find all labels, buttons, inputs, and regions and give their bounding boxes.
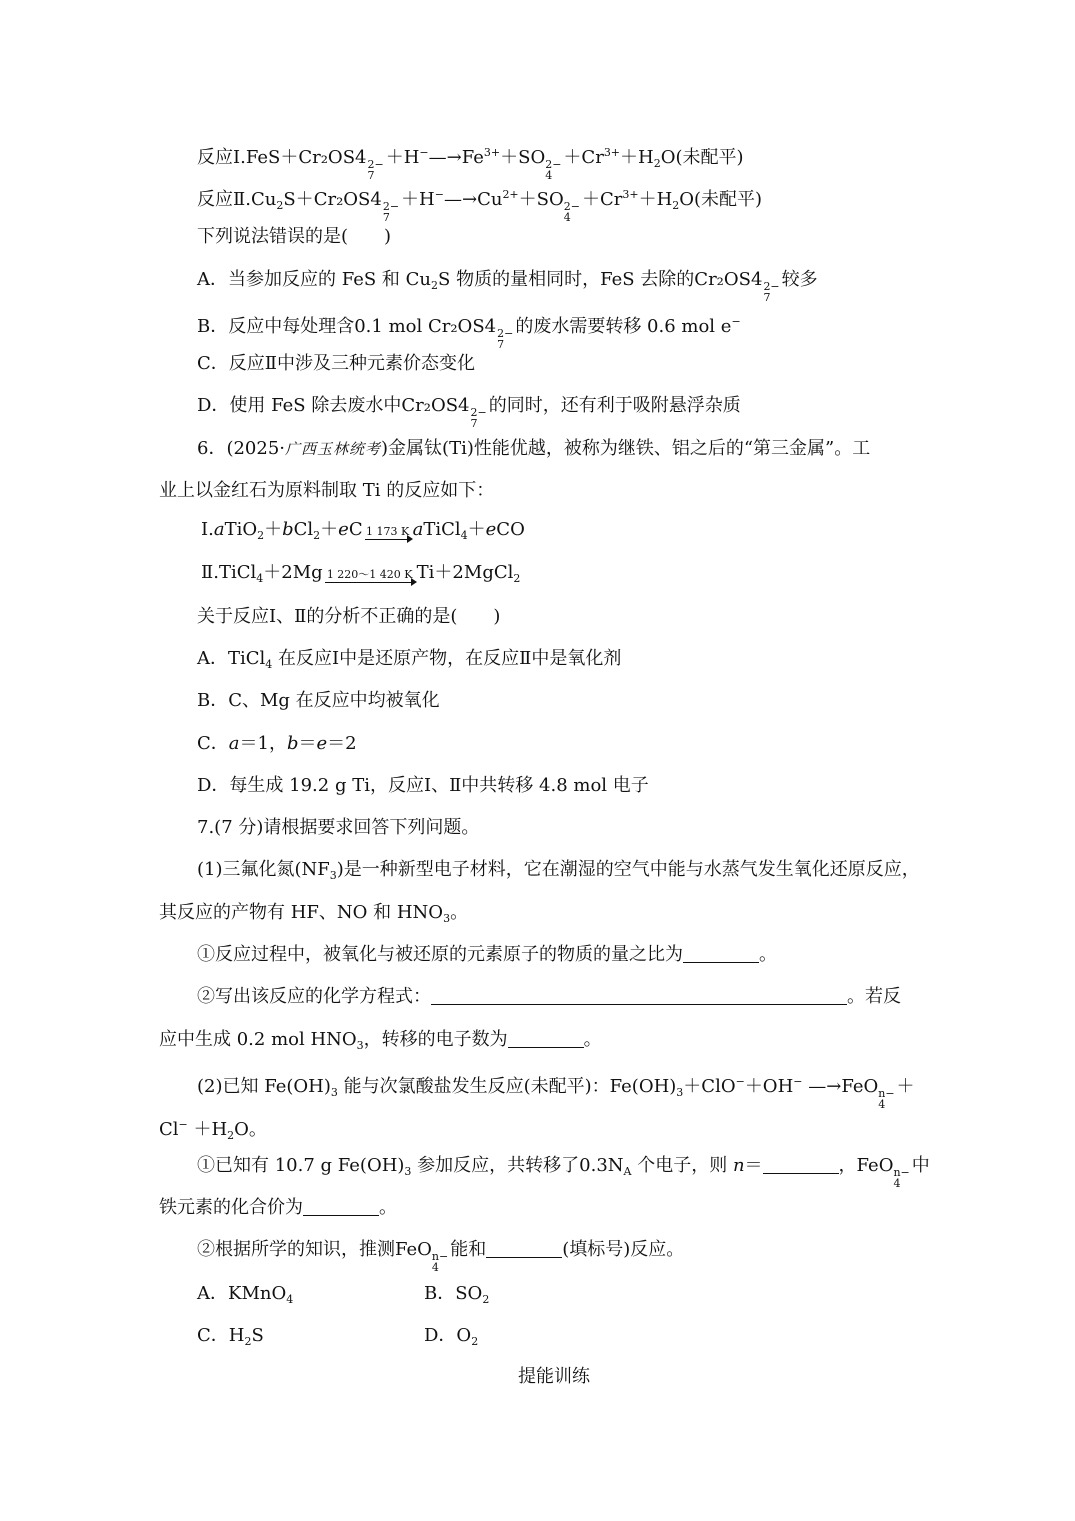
- answer-blank[interactable]: [303, 1197, 379, 1216]
- charge: 3+: [622, 188, 639, 201]
- question-text: ②根据所学的知识，推测: [197, 1239, 395, 1260]
- charge: 3+: [603, 146, 621, 159]
- plus-sign: ＋: [320, 519, 339, 540]
- formula-text: O。: [234, 1119, 267, 1140]
- formula-text: TiCl: [218, 562, 257, 583]
- formula-text: ＋H: [620, 147, 654, 168]
- option-text: B．反应中每处理含0.1 mol: [197, 316, 428, 337]
- option-text: C．: [197, 733, 229, 754]
- subscript: 2: [482, 1293, 490, 1306]
- dichromate-ion: [428, 315, 513, 350]
- option-text: 的同时，还有利于吸附悬浮杂质: [488, 395, 741, 416]
- ion-subscript: 4: [545, 169, 553, 182]
- equation-blank[interactable]: [431, 986, 847, 1005]
- subscript: 3: [356, 1039, 364, 1052]
- option-text: 的废水需要转移 0.6 mol e: [515, 316, 732, 337]
- answer-blank[interactable]: [763, 1155, 839, 1174]
- question-text: 中: [911, 1155, 930, 1176]
- charge: −: [419, 146, 429, 159]
- question-text: (2)已知 Fe(OH): [197, 1076, 331, 1097]
- subscript: 2: [227, 1129, 235, 1142]
- formula-text: FeO: [395, 1239, 432, 1260]
- reaction-condition: 1 173 K: [366, 525, 410, 538]
- charge: −: [178, 1118, 188, 1131]
- ion-charge: 2−: [763, 280, 780, 293]
- q7-part2-q1-line2: [159, 1196, 397, 1220]
- formula-text: TiO: [224, 519, 258, 540]
- option-text: A．TiCl: [197, 648, 266, 669]
- subscript: 2: [313, 529, 321, 542]
- option-text: D．使用 FeS 除去废水中: [197, 395, 402, 416]
- option-text: A．KMnO: [197, 1283, 287, 1304]
- subscript: 2: [672, 199, 680, 212]
- q6-option-c[interactable]: [197, 732, 357, 756]
- question-text: ＝: [744, 1155, 763, 1176]
- formula-text: ＋Cr: [563, 147, 604, 168]
- question-text: 铁元素的化合价为: [159, 1197, 303, 1218]
- q6-heading-line2: 业上以金红石为原料制取 Ti 的反应如下：: [159, 480, 495, 501]
- formula-text: ＋H: [187, 1119, 228, 1140]
- reaction-arrow: —→: [802, 1076, 842, 1097]
- formula-text: FeO: [841, 1076, 879, 1097]
- formula-text: Fe: [461, 147, 484, 168]
- answer-blank[interactable]: [683, 944, 759, 963]
- question-text: ，: [838, 1155, 857, 1176]
- ion-subscript: 7: [367, 169, 375, 182]
- subscript: 2: [244, 1335, 252, 1348]
- q7-part2-q1: [197, 1154, 930, 1189]
- subscript: 2: [276, 199, 284, 212]
- q6-heading: [197, 437, 870, 461]
- subscript: 3: [330, 1086, 338, 1099]
- subscript: A: [623, 1165, 632, 1178]
- variable: a: [228, 733, 240, 754]
- ion-charge: 2−: [497, 327, 514, 340]
- ion-subscript: 7: [382, 211, 390, 224]
- q7-option-a[interactable]: [197, 1282, 293, 1312]
- question-text: 。: [583, 1029, 602, 1050]
- reaction-label: Ⅰ.: [201, 519, 214, 540]
- subscript: 2: [653, 157, 661, 170]
- ion-subscript: 4: [878, 1098, 886, 1111]
- variable: e: [316, 733, 328, 754]
- formula-text: FeS＋: [245, 147, 299, 168]
- ion-charge: n−: [431, 1250, 449, 1263]
- reaction-label: Ⅱ.: [201, 562, 219, 583]
- q7-part1-q1: [197, 943, 777, 967]
- charge: −: [735, 1075, 745, 1088]
- question-text: )金属钛(Ti)性能优越，被称为继铁、铝之后的“第三金属”。工: [381, 438, 871, 459]
- question-text: 应中生成 0.2 mol HNO: [159, 1029, 357, 1050]
- option-text: C．H: [197, 1325, 245, 1346]
- q7-part2-line2: [159, 1113, 267, 1148]
- question-text: 。: [379, 1197, 397, 1218]
- q7-option-d[interactable]: [424, 1324, 478, 1354]
- arrow-shaft: [325, 582, 415, 583]
- option-text: ＝: [298, 733, 317, 754]
- formula-text: Ti＋2MgCl: [416, 562, 514, 583]
- subscript: 3: [404, 1165, 412, 1178]
- formula-text: ＋SO: [518, 189, 564, 210]
- formula-text: Cu: [477, 189, 503, 210]
- section-footer: 提能训练: [518, 1366, 590, 1387]
- ion-subscript: 7: [763, 291, 771, 304]
- q7-part2-q2: [197, 1238, 684, 1273]
- reaction-label: 反应Ⅰ.: [197, 147, 246, 168]
- question-text: (1)三氟化氮(NF: [197, 859, 330, 880]
- charge: 3+: [483, 146, 501, 159]
- formula-text: Cu: [250, 189, 277, 210]
- question-text: )是一种新型电子材料，它在潮湿的空气中能与水蒸气发生氧化还原反应，: [336, 859, 920, 880]
- formula-text: ＋SO: [500, 147, 546, 168]
- condition-arrow: [365, 526, 411, 540]
- formula-text: TiCl: [423, 519, 461, 540]
- condition-arrow: [325, 569, 415, 583]
- q7-option-c[interactable]: [197, 1324, 264, 1354]
- subscript: 3: [443, 912, 451, 925]
- charge: −: [434, 188, 444, 201]
- formula-text: ＋H: [638, 189, 673, 210]
- option-text: S: [251, 1325, 264, 1346]
- plus-sign: ＋: [264, 519, 283, 540]
- formula-text: O(未配平): [679, 189, 763, 210]
- ion-formula: Cr₂OS4: [298, 147, 367, 168]
- subscript: 2: [257, 529, 265, 542]
- formula-text: C: [348, 519, 363, 540]
- reaction-arrow: —→: [428, 147, 462, 168]
- coefficient: e: [338, 519, 349, 540]
- ion-subscript: 4: [431, 1261, 439, 1274]
- charge: 2+: [502, 188, 519, 201]
- q7-heading: 7.(7 分)请根据要求回答下列问题。: [197, 817, 480, 838]
- subscript: 4: [286, 1293, 294, 1306]
- formula-text: O(未配平): [660, 147, 744, 168]
- ferrate-ion: [878, 1075, 894, 1110]
- q6-option-d[interactable]: D．每生成 19.2 g Ti，反应Ⅰ、Ⅱ中共转移 4.8 mol 电子: [197, 775, 649, 796]
- formula-text: ＋Cr: [581, 189, 623, 210]
- option-text: 较多: [781, 269, 818, 290]
- plus-sign: ＋: [896, 1076, 915, 1097]
- sulfate-ion: [545, 146, 561, 181]
- answer-blank[interactable]: [508, 1029, 584, 1048]
- question-text: 。若反: [847, 986, 901, 1007]
- reaction-label: 反应Ⅱ.: [197, 189, 251, 210]
- sulfate-ion: [564, 188, 580, 223]
- reaction-1: [197, 141, 744, 181]
- option-text: ＝2: [327, 733, 357, 754]
- subscript: 2: [431, 279, 439, 292]
- question-text: 。: [450, 902, 469, 923]
- subscript: 2: [471, 1335, 479, 1348]
- coefficient: b: [282, 519, 294, 540]
- formula-text: ＋ClO: [683, 1076, 736, 1097]
- q7-part1-line1: [197, 858, 920, 888]
- ion-charge: 2−: [545, 158, 562, 171]
- question-source: 广西玉林统考: [285, 440, 382, 458]
- subscript: 4: [460, 529, 468, 542]
- charge: −: [793, 1075, 803, 1088]
- ion-formula: Cr₂OS4: [401, 395, 470, 416]
- option-text: B．SO: [424, 1283, 483, 1304]
- formula-text: CO: [496, 519, 525, 540]
- option-text: D．O: [424, 1325, 472, 1346]
- question-text: ，转移的电子数为: [363, 1029, 508, 1050]
- coefficient: a: [213, 519, 225, 540]
- ion-subscript: 4: [563, 211, 571, 224]
- ion-charge: 2−: [367, 158, 384, 171]
- formula-text: Cl: [293, 519, 314, 540]
- q6-reaction-1: [201, 518, 525, 548]
- ion-subscript: 7: [470, 417, 478, 430]
- q5-option-a[interactable]: [197, 268, 818, 303]
- subscript: 4: [265, 658, 273, 671]
- q6-option-a[interactable]: [197, 647, 621, 677]
- reaction-arrow: —→: [443, 189, 478, 210]
- question-text: ①反应过程中，被氧化与被还原的元素原子的物质的量之比为: [197, 944, 683, 965]
- q6-option-b[interactable]: B．C、Mg 在反应中均被氧化: [197, 690, 440, 711]
- formula-text: ＋H: [401, 189, 435, 210]
- ferrate-ion: [893, 1154, 909, 1189]
- subscript: 3: [676, 1086, 684, 1099]
- question-text: 参加反应，共转移了0.3N: [411, 1155, 624, 1176]
- option-text: ＝1，: [239, 733, 287, 754]
- charge: −: [731, 315, 741, 328]
- formula-text: Cl: [159, 1119, 179, 1140]
- variable: b: [286, 733, 299, 754]
- answer-blank[interactable]: [486, 1239, 562, 1258]
- formula-text: S＋: [283, 189, 314, 210]
- variable: n: [732, 1155, 745, 1176]
- subscript: 2: [513, 572, 521, 585]
- q7-part2-line1: [197, 1070, 915, 1110]
- q7-part1-q2: [197, 985, 901, 1009]
- q6-reaction-2: [201, 561, 520, 591]
- option-text: S 物质的量相同时，FeS 去除的: [438, 269, 695, 290]
- formula-text: FeO: [856, 1155, 894, 1176]
- q6-question: 关于反应Ⅰ、Ⅱ的分析不正确的是( ): [197, 606, 501, 627]
- option-text: 在反应Ⅰ中是还原产物，在反应Ⅱ中是氧化剂: [272, 648, 622, 669]
- ion-charge: 2−: [563, 200, 580, 213]
- dichromate-ion: [314, 188, 399, 223]
- q5-option-d[interactable]: [197, 394, 741, 429]
- ion-formula: Cr₂OS4: [313, 189, 382, 210]
- q7-option-b[interactable]: [424, 1282, 489, 1312]
- reaction-2: [197, 183, 762, 223]
- subscript: 4: [256, 572, 264, 585]
- question-number: 6．(2025·: [197, 438, 286, 459]
- q5-option-c[interactable]: C．反应Ⅱ中涉及三种元素价态变化: [197, 353, 476, 374]
- ion-charge: 2−: [382, 200, 400, 213]
- question-text: 个电子，则: [631, 1155, 733, 1176]
- ion-formula: Cr₂OS4: [694, 269, 763, 290]
- question-text: (填标号)反应。: [562, 1239, 685, 1260]
- ion-charge: 2−: [470, 406, 487, 419]
- option-text: A．当参加反应的 FeS 和 Cu: [197, 269, 432, 290]
- q5-question: 下列说法错误的是( ): [197, 226, 392, 247]
- dichromate-ion: [694, 268, 779, 303]
- plus-sign: ＋: [467, 519, 486, 540]
- ion-charge: n−: [878, 1087, 895, 1100]
- dichromate-ion: [401, 394, 486, 429]
- coefficient: e: [485, 519, 497, 540]
- question-text: 。: [759, 944, 777, 965]
- q7-part1-line2: [159, 901, 468, 931]
- ion-formula: Cr₂OS4: [427, 316, 497, 337]
- q7-part1-q2-line2: [159, 1028, 602, 1058]
- question-text: 其反应的产物有 HF、NO 和 HNO: [159, 902, 444, 923]
- ion-subscript: 4: [893, 1177, 901, 1190]
- dichromate-ion: [298, 146, 383, 181]
- arrow-shaft: [365, 539, 411, 540]
- coefficient: a: [412, 519, 424, 540]
- ion-subscript: 7: [497, 338, 505, 351]
- question-text: ②写出该反应的化学方程式：: [197, 986, 431, 1007]
- formula-text: ＋OH: [744, 1076, 794, 1097]
- q5-option-b[interactable]: [197, 310, 741, 350]
- formula-text: ＋H: [385, 147, 420, 168]
- ferrate-ion: [432, 1238, 448, 1273]
- ion-charge: n−: [893, 1166, 910, 1179]
- question-text: 能与次氯酸盐发生反应(未配平)：Fe(OH): [337, 1076, 677, 1097]
- formula-text: ＋2Mg: [263, 562, 323, 583]
- question-text: ①已知有 10.7 g Fe(OH): [197, 1155, 405, 1176]
- subscript: 3: [329, 869, 337, 882]
- question-text: 能和: [450, 1239, 487, 1260]
- reaction-condition: 1 220～1 420 K: [326, 568, 413, 581]
